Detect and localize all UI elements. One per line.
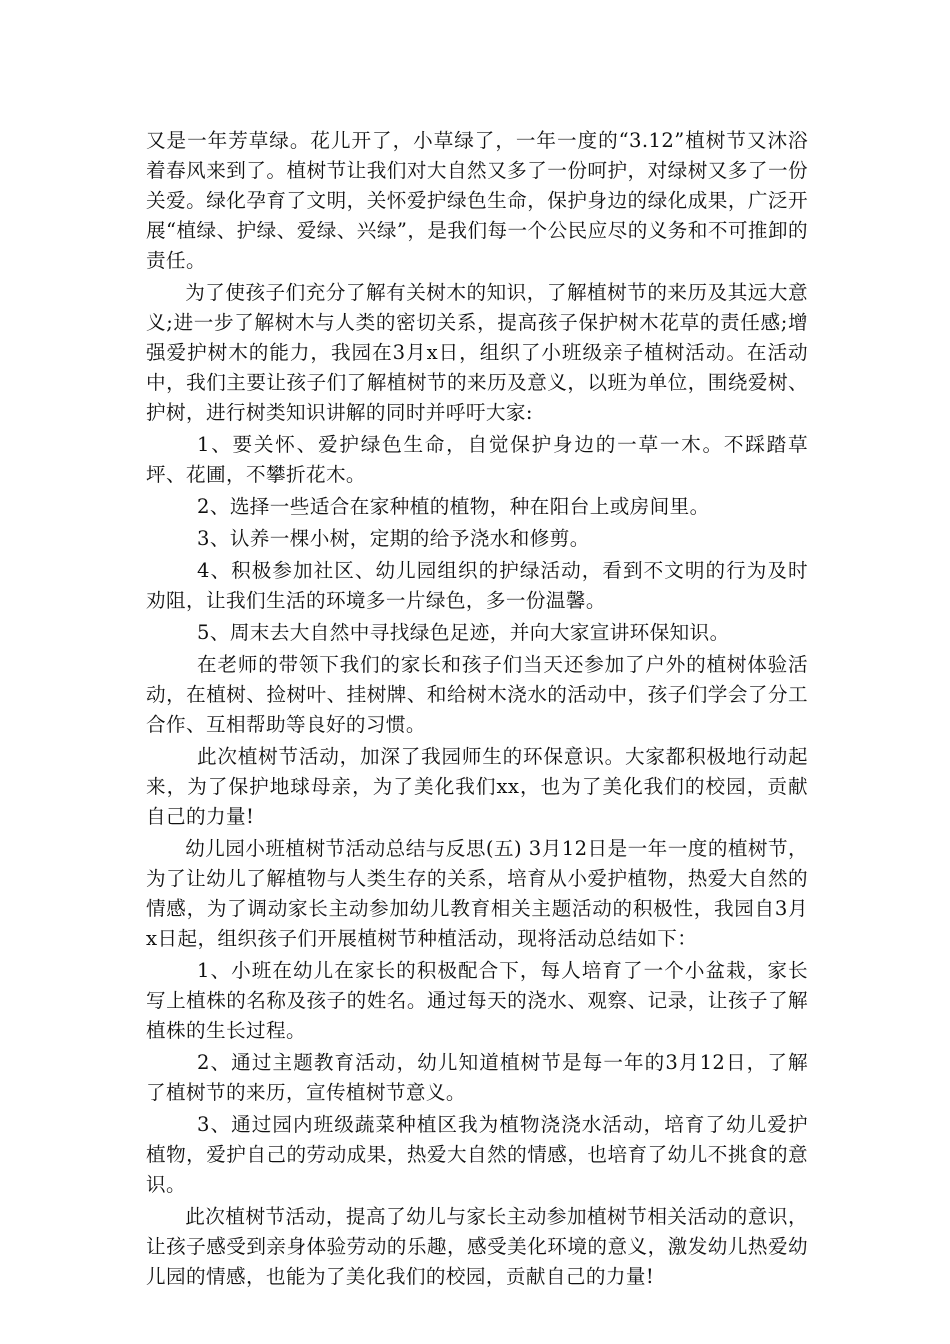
paragraph-final: 此次植树节活动，提高了幼儿与家长主动参加植树节相关活动的意识，让孩子感受到亲身体验劳动的乐趣，感受美化环境的意义，激发幼儿热爱幼儿园的情感，也能为了美化我们的校园，贡献自己的力量! bbox=[146, 1205, 808, 1288]
list-item: 1、小班在幼儿在家长的积极配合下，每人培育了一个小盆栽，家长写上植株的名称及孩子的姓名。通过每天的浇水、观察、记录，让孩子了解植株的生长过程。 bbox=[146, 959, 808, 1042]
list-item: 1、要关怀、爱护绿色生命，自觉保护身边的一草一木。不踩踏草坪、花圃，不攀折花木。 bbox=[146, 433, 808, 486]
list-item: 2、选择一些适合在家种植的植物，种在阳台上或房间里。 bbox=[196, 495, 710, 518]
list-item: 5、周末去大自然中寻找绿色足迹，并向大家宣讲环保知识。 bbox=[196, 621, 730, 644]
paragraph-purpose: 为了使孩子们充分了解有关树木的知识，了解植树节的来历及其远大意义;进一步了解树木与人类的密切关系，提高孩子保护树木花草的责任感;增强爱护树木的能力，我园在3月x日，组织了小班级亲子植树活动。在活动中，我们主要让孩子们了解植树节的来历及意义，以班为单位，围绕爱树、护树，进行树类知识讲解的同时并呼吁大家: bbox=[146, 281, 808, 424]
paragraph-conclusion: 此次植树节活动，加深了我园师生的环保意识。大家都积极地行动起来，为了保护地球母亲，为了美化我们xx，也为了美化我们的校园，贡献自己的力量! bbox=[146, 745, 808, 828]
list-item: 4、积极参加社区、幼儿园组织的护绿活动，看到不文明的行为及时劝阻，让我们生活的环境多一片绿色，多一份温馨。 bbox=[146, 559, 808, 612]
list-item: 2、通过主题教育活动，幼儿知道植树节是每一年的3月12日，了解了植树节的来历，宣传植树节意义。 bbox=[146, 1051, 808, 1104]
paragraph-intro: 又是一年芳草绿。花儿开了，小草绿了，一年一度的“3.12”植树节又沐浴着春风来到了。植树节让我们对大自然又多了一份呵护，对绿树又多了一份关爱。绿化孕育了文明，关怀爱护绿色生命，保护身边的绿化成果，广泛开展“植绿、护绿、爱绿、兴绿”，是我们每一个公民应尽的义务和不可推卸的责任。 bbox=[146, 129, 808, 272]
paragraph-section-five: 幼儿园小班植树节活动总结与反思(五) 3月12日是一年一度的植树节，为了让幼儿了解植物与人类生存的关系，培育从小爱护植物，热爱大自然的情感，为了调动家长主动参加幼儿教育相关主题活动的积极性，我园自3月x日起，组织孩子们开展植树节种植活动，现将活动总结如下： bbox=[146, 837, 808, 950]
list-item: 3、认养一棵小树，定期的给予浇水和修剪。 bbox=[196, 527, 590, 550]
document-body bbox=[146, 126, 808, 1294]
paragraph-outdoor-activity: 在老师的带领下我们的家长和孩子们当天还参加了户外的植树体验活动，在植树、捡树叶、挂树牌、和给树木浇水的活动中，孩子们学会了分工合作、互相帮助等良好的习惯。 bbox=[146, 653, 808, 736]
list-item: 3、通过园内班级蔬菜种植区我为植物浇浇水活动，培育了幼儿爱护植物，爱护自己的劳动成果，热爱大自然的情感，也培育了幼儿不挑食的意识。 bbox=[146, 1113, 808, 1196]
